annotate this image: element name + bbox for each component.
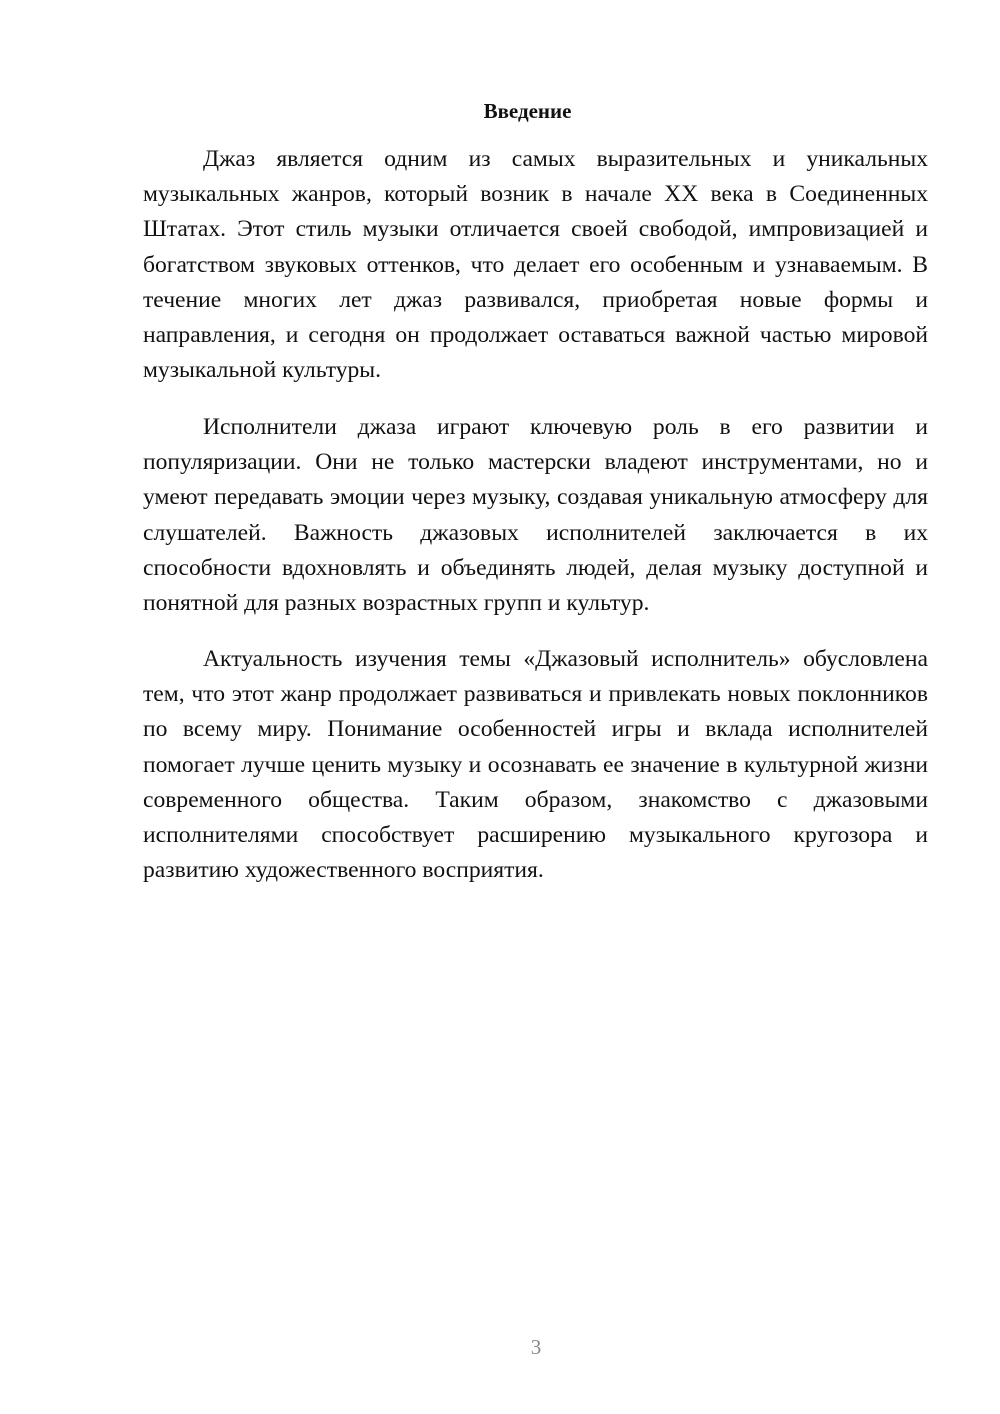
paragraph-1: Джаз является одним из самых выразительных и уникальных музыкальных жанров, который возник в начале XX века в Соединенных Штатах. Этот стиль музыки отличается своей свободой, импровизацией и богатством звуковых оттенков, что делает его особенным и узнаваемым. В течение многих лет джаз развивался, приобретая новые формы и направления, и сегодня он продолжает оставаться важной частью мировой музыкальной культуры. <box>143 146 928 384</box>
page-number <box>0 1334 1000 1360</box>
page-number-text: 3 <box>530 1335 542 1359</box>
section-title-text: Введение <box>483 99 572 123</box>
section-title <box>143 98 928 124</box>
paragraph-3: Актуальность изучения темы «Джазовый исполнитель» обусловлена тем, что этот жанр продолжает развиваться и привлекать новых поклонников по всему миру. Понимание особенностей игры и вклада исполнителей помогает лучше ценить музыку и осознавать ее значение в культурной жизни современного общества. Таким образом, знакомство с джазовыми исполнителями способствует расширению музыкального кругозора и развитию художественного восприятия. <box>143 646 928 884</box>
paragraph-2: Исполнители джаза играют ключевую роль в его развитии и популяризации. Они не только мастерски владеют инструментами, но и умеют передавать эмоции через музыку, создавая уникальную атмосферу для слушателей. Важность джазовых исполнителей заключается в их способности вдохновлять и объединять людей, делая музыку доступной и понятной для разных возрастных групп и культур. <box>143 414 928 617</box>
